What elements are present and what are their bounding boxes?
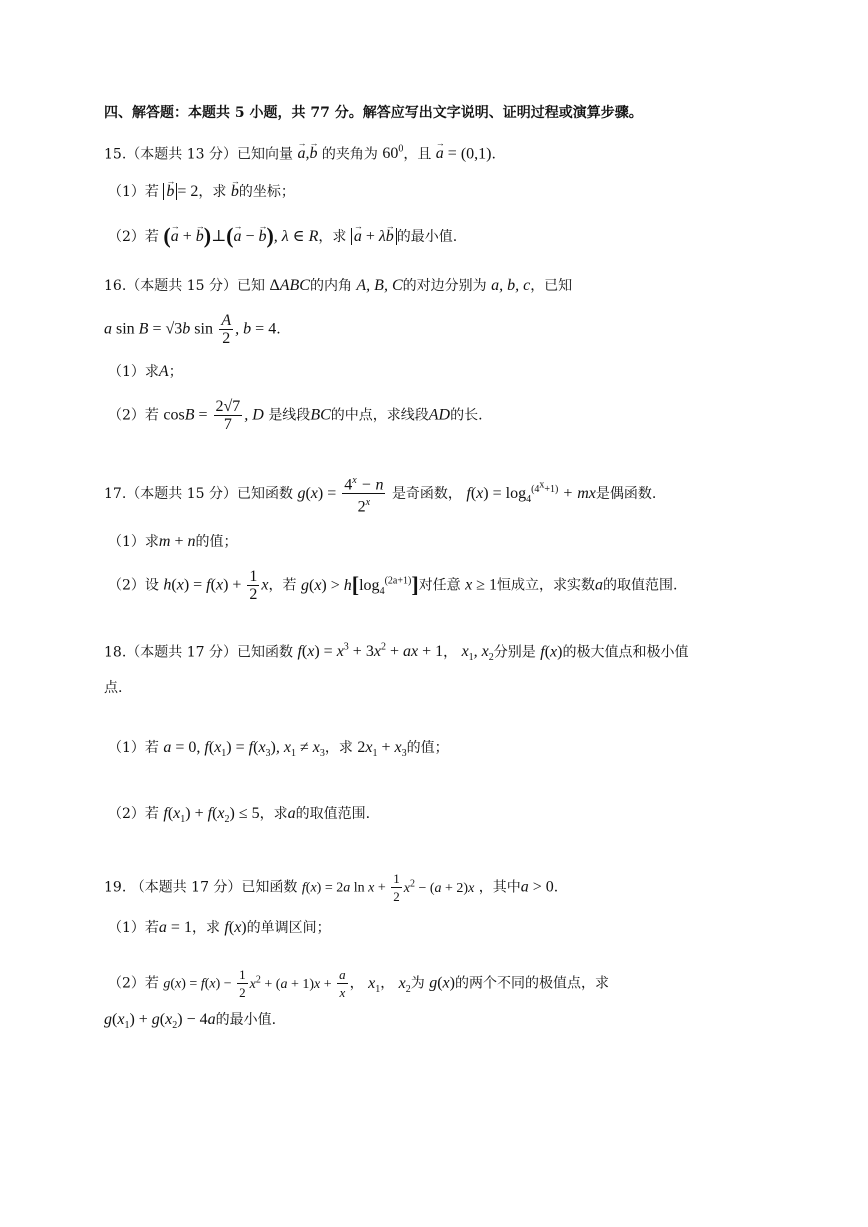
q17-stem: 17.（本题共 15 分）已知函数 g(x) = $\frac{4^x - n}{2^x}$ 是奇函数， $f(x) = \log_4^{(4^x+1)}$ + mx是偶函数. [104,472,656,516]
q15-stem: 15.（本题共 13 分）已知向量 → a,→ b 的夹角为 $60^0$，且 → a = (0,1). [104,140,496,164]
q19-part1: （1）若a = 1，求 f(x)的单调区间； [108,919,331,936]
q18-stem-line2: 点. [104,680,123,696]
q16-stem: 16.（本题共 15 分）已知 ΔABC的内角 A, B, C的对边分别为 a, b, c，已知 [104,277,573,294]
q18-stem: 18.（本题共 17 分）已知函数 $f(x) = x^3 + 3x^2$ + ax + 1， $x_1$, $x_2$分别是 f(x)的极大值点和极小值 [104,642,689,664]
q18-part1: （1）若 a = 0, $f(x_1) = f(x_3)$, $x_1 \ne x_3$，求 $2x_1 + x_3$的值； [108,739,449,760]
q15-part2: （2）若 (→ a + → b)⊥(→ a − → b), λ ∈ R，求 → a + λ→ b 的最小值. [108,226,457,247]
q19-part2-line2: $g(x_1) + g(x_2) - 4a$的最小值. [104,1011,277,1032]
q16-part1: （1）求A； [108,363,183,380]
q19-part2: （2）若 g(x) = f(x) − $\frac{1}{2}$ $x^2 + (a + 1)x$ + $\frac{a}{x}$ ， $x_1$， $x_2$为 g(x)的两个不同的极值点，求 [108,967,609,1000]
section-title: 四、解答题：本题共 5 小题，共 77 分。解答应写出文字说明、证明过程或演算步骤。 [104,105,643,121]
q19-stem: 19. （本题共 17 分）已知函数 f(x) = 2a ln x + $\frac{1}{2}$ $x^2 - (a + 2)x$ ，其中a > 0. [104,871,559,904]
q18-part2: （2）若 $f(x_1) + f(x_2) \le 5$，求a的取值范围. [108,805,371,826]
q16-part2: （2）若 cosB = $\frac{2√7}{7}$ , D 是线段BC的中点，求线段AD的长. [108,398,483,433]
q16-condition: a sin B = √3b sin $\frac{A}{2}$ , b = 4. [104,312,281,347]
q17-part1: （1）求m + n的值； [108,533,238,550]
q17-part2: （2）设 h(x) = f(x) + $\frac{1}{2}$ x，若 $g(x) > h[\log_4^{(2a+1)}]$对任意 x ≥ 1恒成立，求实数a的取值范围. [108,568,678,603]
q15-part1: （1）若 → b = 2，求 → b的坐标； [108,182,295,202]
